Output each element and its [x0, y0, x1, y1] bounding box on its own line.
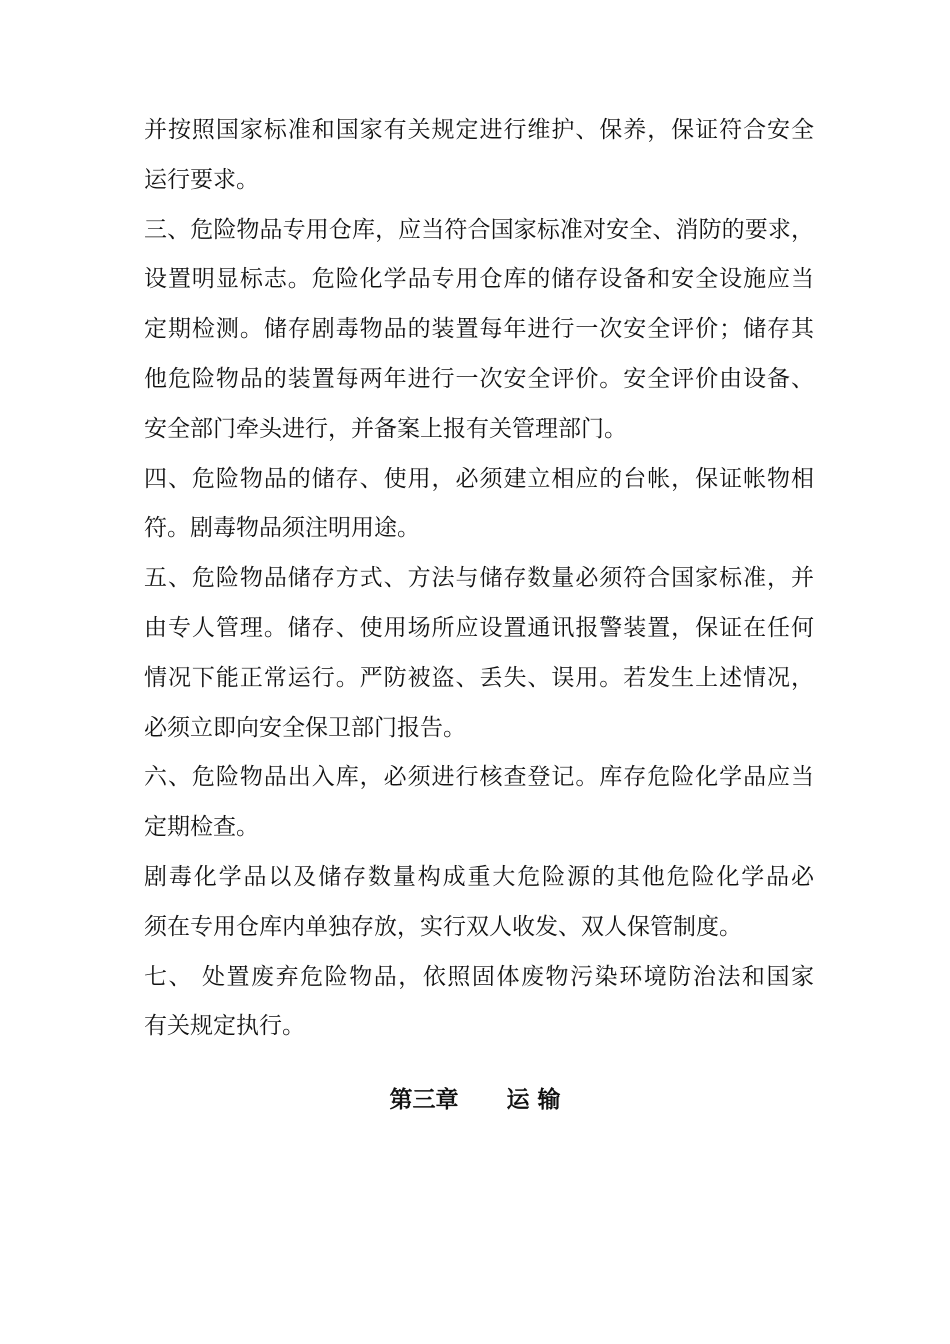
- text-line: 五、危险物品储存方式、方法与储存数量必须符合国家标准，并: [144, 565, 814, 592]
- text-line: 情况下能正常运行。严防被盗、丢失、误用。若发生上述情况，: [144, 664, 814, 691]
- text-line: 须在专用仓库内单独存放，实行双人收发、双人保管制度。: [144, 913, 742, 940]
- text-line: 有关规定执行。: [144, 1013, 305, 1040]
- text-line: 六、危险物品出入库，必须进行核查登记。库存危险化学品应当: [144, 764, 814, 791]
- text-line: 由专人管理。储存、使用场所应设置通讯报警装置，保证在任何: [144, 614, 814, 641]
- text-line: 必须立即向安全保卫部门报告。: [144, 714, 466, 741]
- text-line: 三、危险物品专用仓库，应当符合国家标准对安全、消防的要求，: [144, 216, 814, 243]
- chapter-title: 第三章 运 输: [389, 1087, 561, 1113]
- text-line: 四、危险物品的储存、使用，必须建立相应的台帐，保证帐物相: [144, 465, 814, 492]
- text-line: 并按照国家标准和国家有关规定进行维护、保养，保证符合安全: [144, 117, 814, 143]
- text-line: 设置明显标志。危险化学品专用仓库的储存设备和安全设施应当: [144, 266, 814, 293]
- text-line: 七、 处置废弃危险物品，依照固体废物污染环境防治法和国家: [144, 963, 814, 990]
- text-line: 安全部门牵头进行，并备案上报有关管理部门。: [144, 415, 627, 442]
- text-line: 定期检测。储存剧毒物品的装置每年进行一次安全评价；储存其: [144, 316, 814, 343]
- text-line: 符。剧毒物品须注明用途。: [144, 515, 420, 542]
- text-line: 剧毒化学品以及储存数量构成重大危险源的其他危险化学品必: [144, 863, 814, 890]
- text-line: 定期检查。: [144, 814, 259, 841]
- text-line: 运行要求。: [144, 166, 259, 193]
- text-line: 他危险物品的装置每两年进行一次安全评价。安全评价由设备、: [144, 365, 814, 392]
- body-text: [144, 106, 814, 1052]
